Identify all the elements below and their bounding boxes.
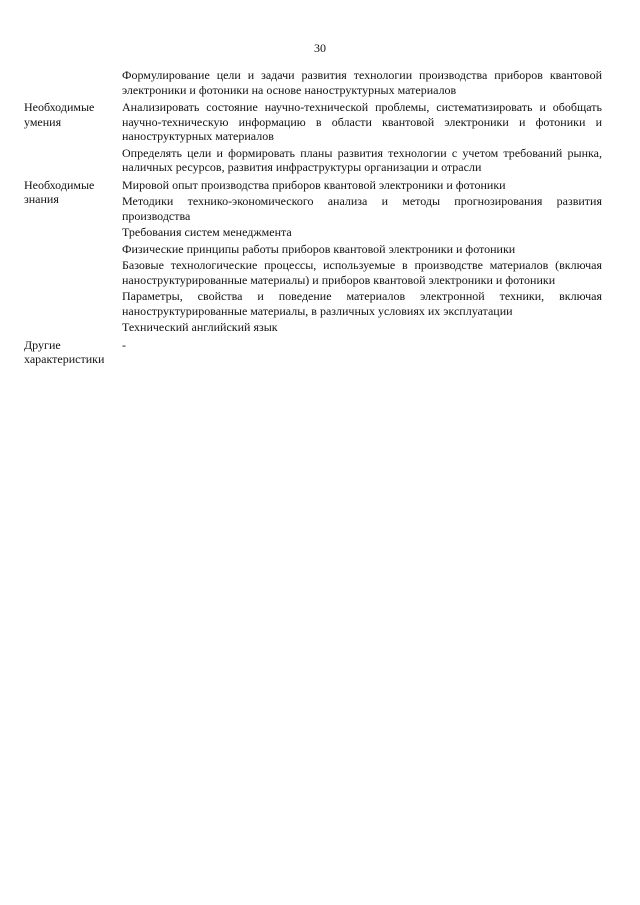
- list-item: Методики технико-экономического анализа и методы прогнозирования развития производства: [122, 194, 602, 223]
- list-item: Определять цели и формировать планы развития технологии с учетом требований рынка, наличных ресурсов, развития инфраструктуры организации и отрасли: [122, 145, 602, 174]
- list-item: Мировой опыт производства приборов квантовой электроники и фотоники: [122, 177, 506, 192]
- row-label-other: Другие характеристики: [24, 337, 105, 366]
- list-item: Анализировать состояние научно-технической проблемы, систематизировать и обобщать научно-техническую информацию в области квантовой электроники и фотоники и наноструктурных материалов: [122, 100, 602, 143]
- list-item: Физические принципы работы приборов квантовой электроники и фотоники: [122, 241, 516, 256]
- list-item: Технический английский язык: [122, 320, 278, 334]
- table-row: [24, 100, 602, 178]
- row-label-knowledge: Необходимые знания: [24, 177, 95, 206]
- row-label: [24, 68, 122, 100]
- table-row: [24, 68, 602, 100]
- list-item: Базовые технологические процессы, используемые в производстве материалов (включая наноструктурированные материалы) и приборов квантовой электроники и фотоники: [122, 258, 602, 287]
- list-item: -: [122, 337, 126, 352]
- row-content: [122, 68, 602, 100]
- list-item: Формулирование цели и задачи развития технологии производства приборов квантовой электроники и фотоники на основе наноструктурных материалов: [122, 68, 602, 97]
- row-content: [122, 100, 602, 178]
- list-item: Параметры, свойства и поведение материалов электронной техники, включая наноструктурированные материалы, в различных условиях их эксплуатации: [122, 289, 602, 318]
- table-row: [24, 178, 602, 338]
- list-item: Требования систем менеджмента: [122, 225, 292, 239]
- competency-table: [24, 68, 602, 367]
- page-number: 30: [314, 41, 326, 55]
- table-row: [24, 338, 602, 367]
- row-content: [122, 338, 602, 367]
- row-label-skills: Необходимые умения: [24, 100, 95, 129]
- row-content: [122, 178, 602, 338]
